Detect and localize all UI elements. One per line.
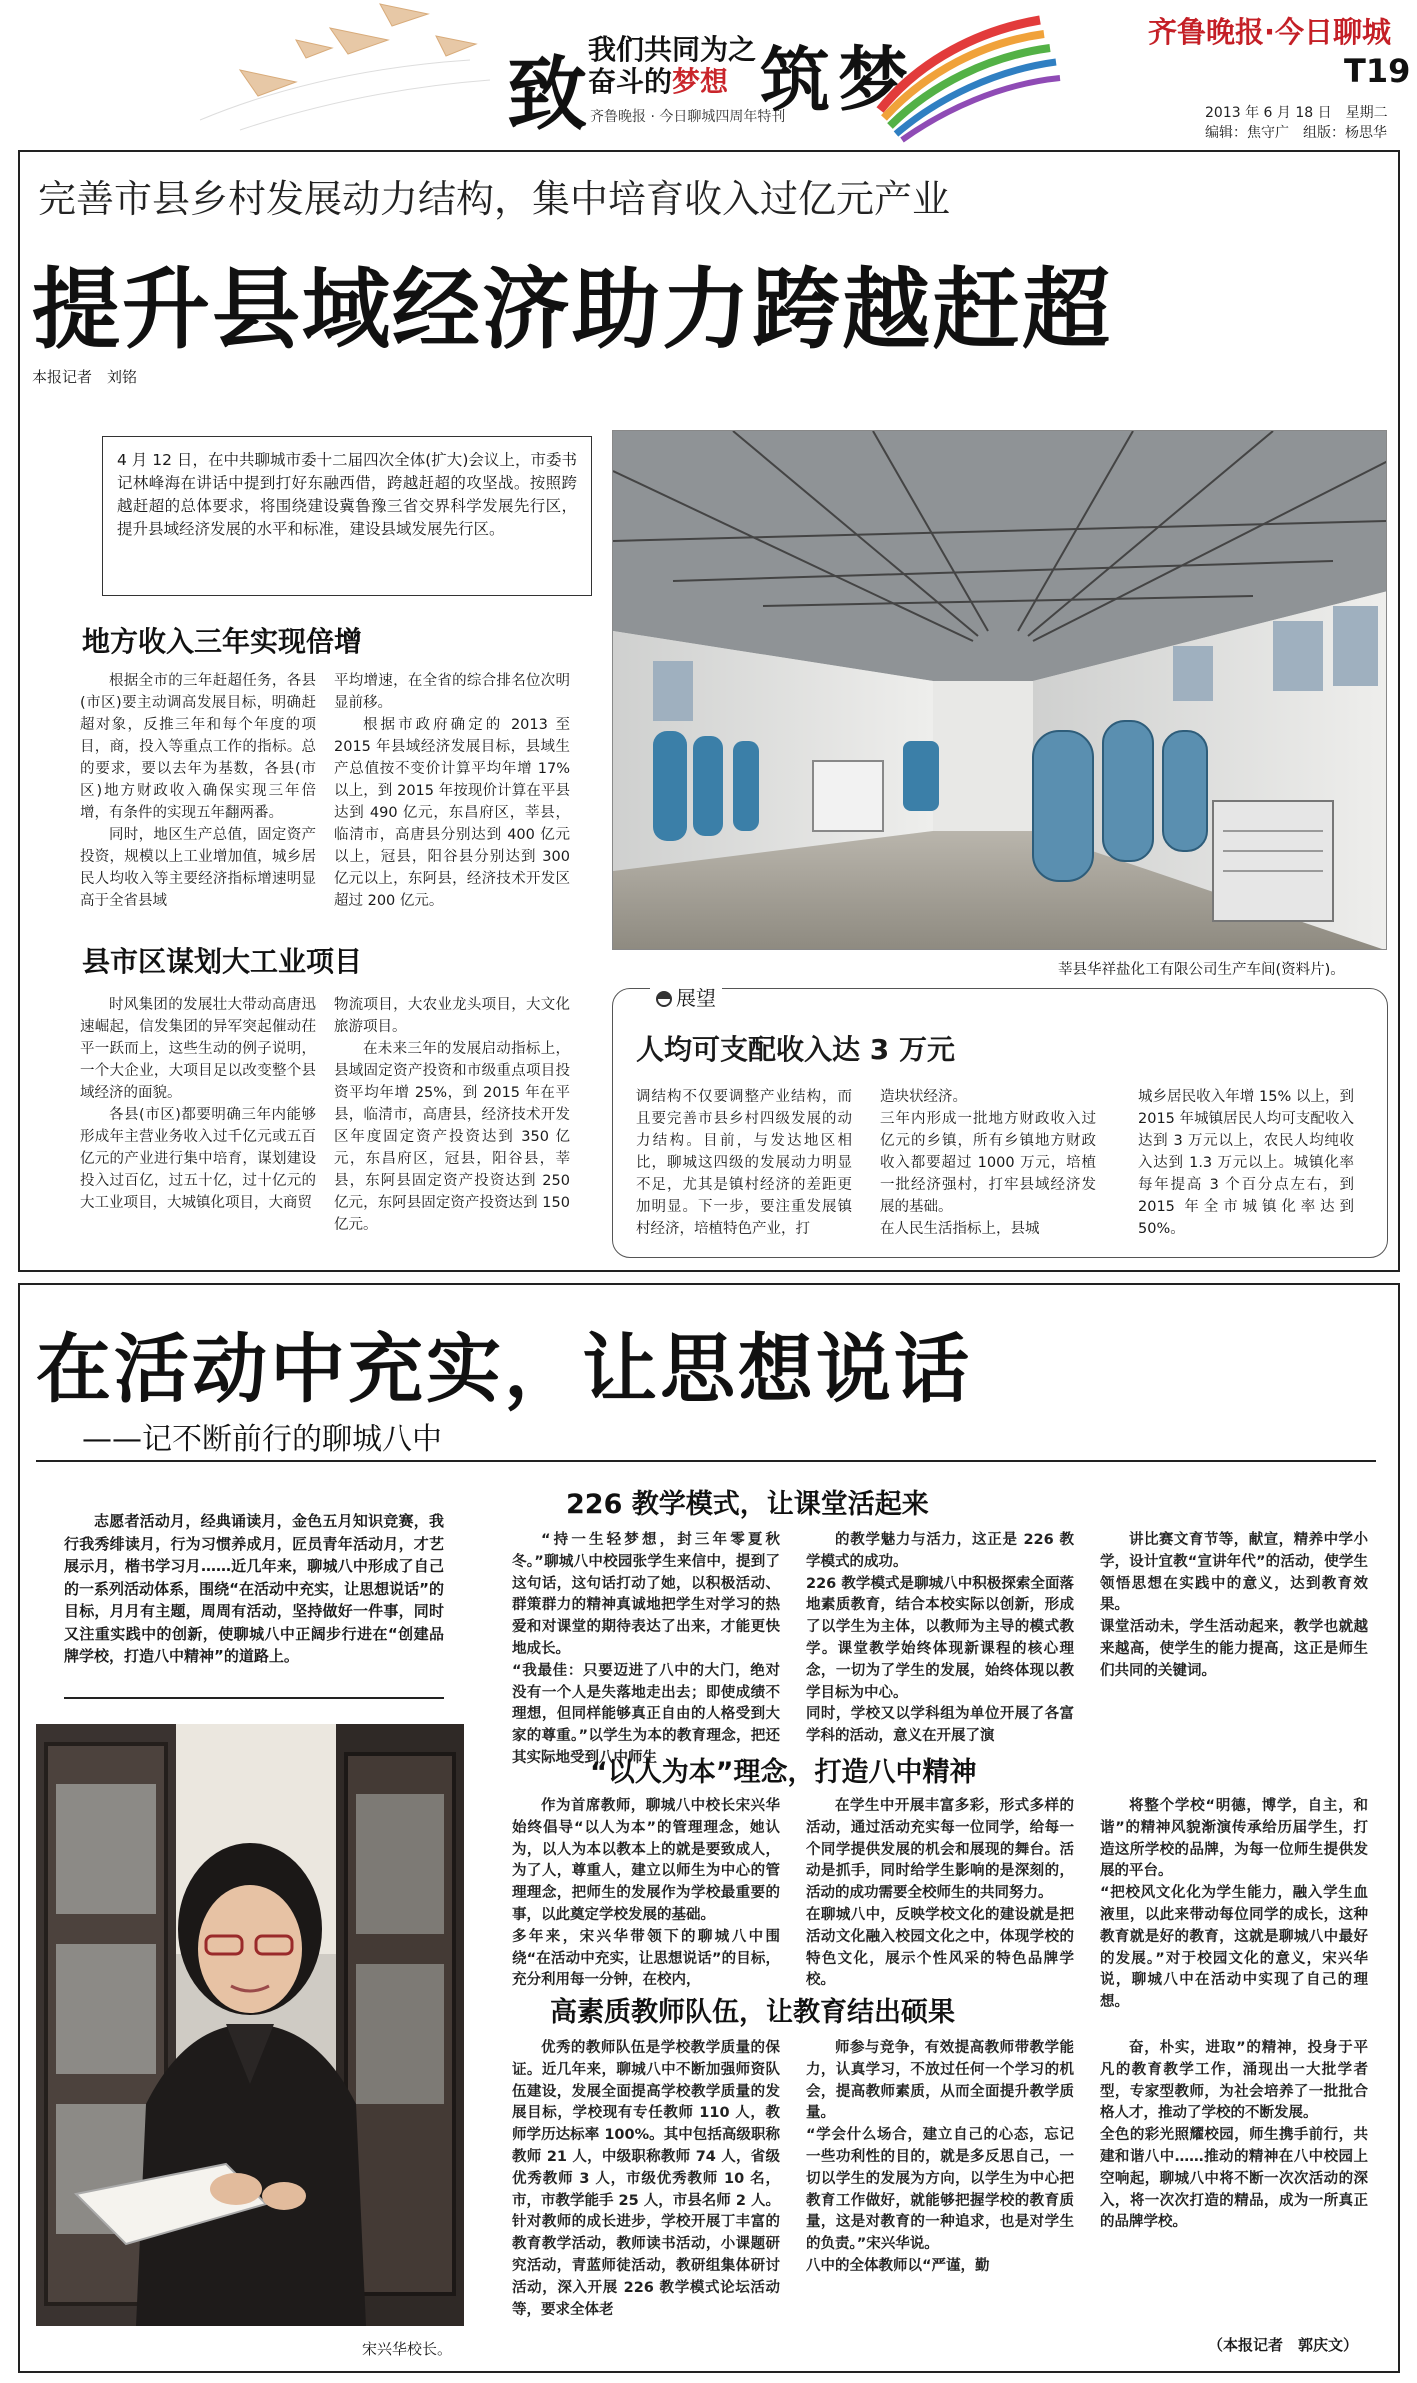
section2-col1: 作为首席教师，聊城八中校长宋兴华始终倡导“以人为本”的管理理念，她认为，以人为本以教本上的就是要致成人，为了人，尊重人，建立以师生为中心的管理理念，把师生的发展作为学校最重要的事，以此奠定学校发展的基础。 多年来，宋兴华带领下的聊城八中围绕“在活动中充实，让思想说话”的目标，充分利用每一分钟，在校内，	[512, 1798, 780, 1989]
slogan-line-2a: 奋斗的	[588, 65, 673, 98]
factory-photo-caption: 莘县华祥盐化工有限公司生产车间(资料片)。	[1058, 962, 1345, 978]
outlook-col2: 造块状经济。 三年内形成一批地方财政收入过亿元的乡镇，所有乡镇地方财政收入都要超过 1000 万元，培植一批经济强村，打牢县域经济发展的基础。 在人民生活指标上，县城	[880, 1089, 1096, 1237]
intro-divider	[64, 1697, 444, 1699]
paragraph: 物流项目，大农业龙头项目，大文化旅游项目。	[334, 997, 570, 1035]
section-heading-income: 地方收入三年实现倍增	[82, 625, 363, 658]
section3-col2: 师参与竞争，有效提高教师带教学能力，认真学习，不放过任何一个学习的机会，提高教师素质，从而全面提升教学质量。 “学会什么场合，建立自己的心态，忘记一些功利性的目的，就是多反思自己，一切以学生的发展为方向，以学生为中心把教育工作做好，就能够把握学校的教育质量，这是对教育的一种追求，也是对学生的负责。”宋兴华说。 八中的全体教师以“严谨，勤	[806, 2040, 1074, 2274]
section-heading-teachers: 高素质教师队伍，让教育结出硕果	[550, 1997, 955, 2028]
section3-col1: 优秀的教师队伍是学校教学质量的保证。近几年来，聊城八中不断加强师资队伍建设，发展全面提高学校教学质量的发展目标，学校现有专任教师 110 人，教师学历达标率 100%。其中包括高级职称教师 21 人，中级职称教师 74 人，省级优秀教师 3 人，市级优秀教师 10 名，市，市教学能手 25 人，市县名师 2 人。 针对教师的成长进步，学校开展丁丰富的教育教学活动，教师读书活动，小课题研究活动，青蓝师徒活动，教研组集体研讨活动，深入开展 226 教学模式论坛活动等，要求全体老	[512, 2040, 780, 2318]
paragraph: 平均增速，在全省的综合排名位次明显前移。	[334, 673, 570, 711]
slogan-char-zhi: 致	[507, 47, 587, 141]
section2-col2: 在学生中开展丰富多彩，形式多样的活动，通过活动充实每一位同学，给每一个同学提供发展的机会和展现的舞台。活动是抓手，同时给学生影响的是深刻的，活动的成功需要全校师生的共同努力。 在聊城八中，反映学校文化的建设就是把活动文化融入校园文化之中，体现学校的特色文化，展示个性风采的特色品牌学校。	[806, 1798, 1074, 1989]
section1-col3: 讲比赛文育节等，献宣，精养中学小学，设计宜教“宣讲年代”的活动，使学生领悟思想在实践中的意义，达到教育效果。 课堂活动未，学生活动起来，教学也就越来越高，使学生的能力提高，这正是师生们共同的关键词。	[1100, 1532, 1368, 1679]
section-heading-226-model: 226 教学模式，让课堂活起来	[566, 1489, 929, 1520]
story1-lead-box: 4 月 12 日，在中共聊城市委十二届四次全体(扩大)会议上，市委书记林峰海在讲话中提到打好东融西借，跨越赶超的攻坚战。按照跨越赶超的总体要求，将围绕建设冀鲁豫三省交界科学发展先行区，提升县域经济发展的水平和标准，建设县域发展先行区。	[102, 436, 592, 596]
outlook-title: 人均可支配收入达 3 万元	[636, 1033, 955, 1066]
paragraph: 各县(市区)都要明确三年内能够形成年主营业务收入过千亿元或五百亿元的产业进行集中培育，谋划建设投入过百亿，过五十亿，过十亿元的大工业项目，大城镇化项目，大商贸	[80, 1107, 316, 1211]
paragraph: 在未来三年的发展启动指标上，县域固定资产投资和市级重点项目投资平均年增 25%，到 2015 年在平县，临清市，高唐县，经济技术开发区年度固定资产投资达到 350 亿元，东昌府区，冠县，阳谷县，莘县，东阿县固定资产投资达到 250 亿元，东阿县固定资产投资达到 150 亿元。	[334, 1041, 570, 1233]
masthead	[0, 0, 1417, 145]
factory-photo-illustration	[613, 431, 1387, 950]
paragraph: 时风集团的发展壮大带动高唐迅速崛起，信发集团的异军突起催动茌平一跃而上，这些生动的例子说明，一个大企业，大项目足以改变整个县域经济的面貌。	[80, 997, 316, 1101]
section2-col2	[334, 994, 570, 1236]
story2-signoff: （本报记者 郭庆文）	[1208, 2336, 1359, 2354]
slogan-line-2	[588, 66, 756, 98]
outlook-circle-icon	[656, 991, 672, 1007]
headline-rule	[36, 1460, 1376, 1462]
portrait-illustration	[36, 1724, 464, 2326]
paragraph: 根据全市的三年赶超任务，各县(市区)要主动调高发展目标，明确赶超对象，反推三年和每个年度的项目，商，投入等重点工作的指标。总的要求，要以去年为基数，各县(市区)地方财政收入确保实现三年倍增，有条件的实现五年翻两番。	[80, 673, 316, 821]
newspaper-brand: 齐鲁晚报·今日聊城	[1148, 15, 1392, 49]
outlook-label-text: 展望	[676, 986, 716, 1010]
outlook-col1: 调结构不仅要调整产业结构，而且要完善市县乡村四级发展的动力结构。目前，与发达地区相比，聊城这四级的发展动力明显不足，尤其是镇村经济的差距更加明显。下一步，要注重发展镇村经济，培植特色产业，打	[636, 1089, 852, 1237]
section1-col2: 的教学魅力与活力，这正是 226 教学模式的成功。 226 教学模式是聊城八中积极探索全面落地素质教育，结合本校实际以创新，形成了以学生为主体，以教师为主导的模式教学。课堂教学始终体现新课程的核心理念，一切为了学生的发展，始终体现以教学目标为中心。 同时，学校又以学科组为单位开展了各富学科的活动，意义在开展了演	[806, 1532, 1074, 1745]
story1-byline: 本报记者 刘铭	[32, 368, 138, 386]
page-number: T19	[1344, 52, 1411, 90]
story1-kicker: 完善市县乡村发展动力结构，集中培育收入过亿元产业	[38, 177, 951, 221]
story1-headline: 提升县域经济助力跨越赶超	[32, 257, 1113, 361]
section-heading-people-first: “以人为本”理念，打造八中精神	[590, 1757, 977, 1788]
section2-col3: 将整个学校“明德，博学，自主，和谐”的精神风貌渐演传承给历届学生，打造这所学校的品牌，为每一位师生提供发展的平台。 “把校风文化化为学生能力，融入学生血液里，以此来带动每位同学的成长，这种教育就是好的教育，这就是聊城八中最好的发展。”对于校园文化的意义，宋兴华说，聊城八中在活动中实现了自己的理想。	[1100, 1798, 1368, 2011]
anniversary-subtitle: 齐鲁晚报 · 今日聊城四周年特刊	[590, 109, 786, 125]
paragraph: 根据市政府确定的 2013 至 2015 年县域经济发展目标，县域生产总值按不变价计算平均年增 17% 以上，到 2015 年按现价计算在平县达到 490 亿元，东昌府区，莘县，临清市，高唐县分别达到 400 亿元以上，冠县，阳谷县分别达到 300 亿元以上，东阿县，经济技术开发区超过 200 亿元。	[334, 717, 570, 909]
outlook-label	[650, 982, 722, 1011]
story2-intro: 志愿者活动月，经典诵读月，金色五月知识竞赛，我行我秀绯读月，行为习惯养成月，匠员青年活动月，才艺展示月，楷书学习月……近几年来，聊城八中形成了自己的一系列活动体系，围绕“在活动中充实，让思想说话”的目标，月月有主题，周周有活动，坚持做好一件事，同时又注重实践中的创新，使聊城八中正阔步行进在“创建品牌学校，打造八中精神”的道路上。	[64, 1512, 444, 1665]
slogan-char-zhumeng: 筑梦	[760, 38, 916, 121]
principal-portrait-photo	[36, 1724, 464, 2326]
slogan-line-1: 我们共同为之	[588, 33, 757, 66]
section1-col1: “持一生轻梦想，封三年零夏秋冬。”聊城八中校园张学生来信中，提到了这句话，这句话打动了她，以积极活动、群策群力的精神真诚地把学生对学习的热爱和对课堂的期待表达了出来，才能更快地成长。 “我最佳：只要迈进了八中的大门，绝对没有一个人是失落地走出去；即使成绩不理想，但同样能够真正自由的人格受到大家的尊重。”以学生为本的教育理念，把还其实际地受到八中师生	[512, 1532, 780, 1766]
story2-headline: 在活动中充实，让思想说话	[36, 1325, 973, 1413]
editor-credits: 编辑：焦守广 组版：杨思华	[1205, 125, 1387, 141]
principal-photo-caption: 宋兴华校长。	[362, 2340, 453, 2358]
section-heading-industry: 县市区谋划大工业项目	[82, 945, 363, 978]
issue-date: 2013 年 6 月 18 日 星期二	[1205, 105, 1388, 121]
outlook-col3: 城乡居民收入年增 15% 以上，到 2015 年城镇居民人均可支配收入达到 3 万元以上，农民人均纯收入达到 1.3 万元以上。城镇化率每年提高 3 个百分点左右，到 2015 年全市城镇化率达到 50%。	[1138, 1089, 1354, 1237]
section3-col3: 奋，朴实，进取”的精神，投身于平凡的教育教学工作，涌现出一大批学者型，专家型教师，为社会培养了一批批合格人才，推动了学校的不断发展。 全色的彩光照耀校园，师生携手前行，共建和谐八中……推动的精神在八中校园上空响起，聊城八中将不断一次次活动的深入，将一次次打造的精品，成为一所真正的品牌学校。	[1100, 2040, 1368, 2231]
story2-subheadline: ——记不断前行的聊城八中	[82, 1422, 442, 1457]
factory-workshop-photo	[612, 430, 1387, 950]
section1-col1	[80, 670, 316, 912]
section2-col1	[80, 994, 316, 1214]
slogan-line-2b: 梦想	[672, 65, 729, 98]
section1-col2	[334, 670, 570, 912]
slogan-text	[588, 34, 756, 98]
paragraph: 同时，地区生产总值，固定资产投资，规模以上工业增加值，城乡居民人均收入等主要经济指标增速明显高于全省县域	[80, 827, 316, 909]
